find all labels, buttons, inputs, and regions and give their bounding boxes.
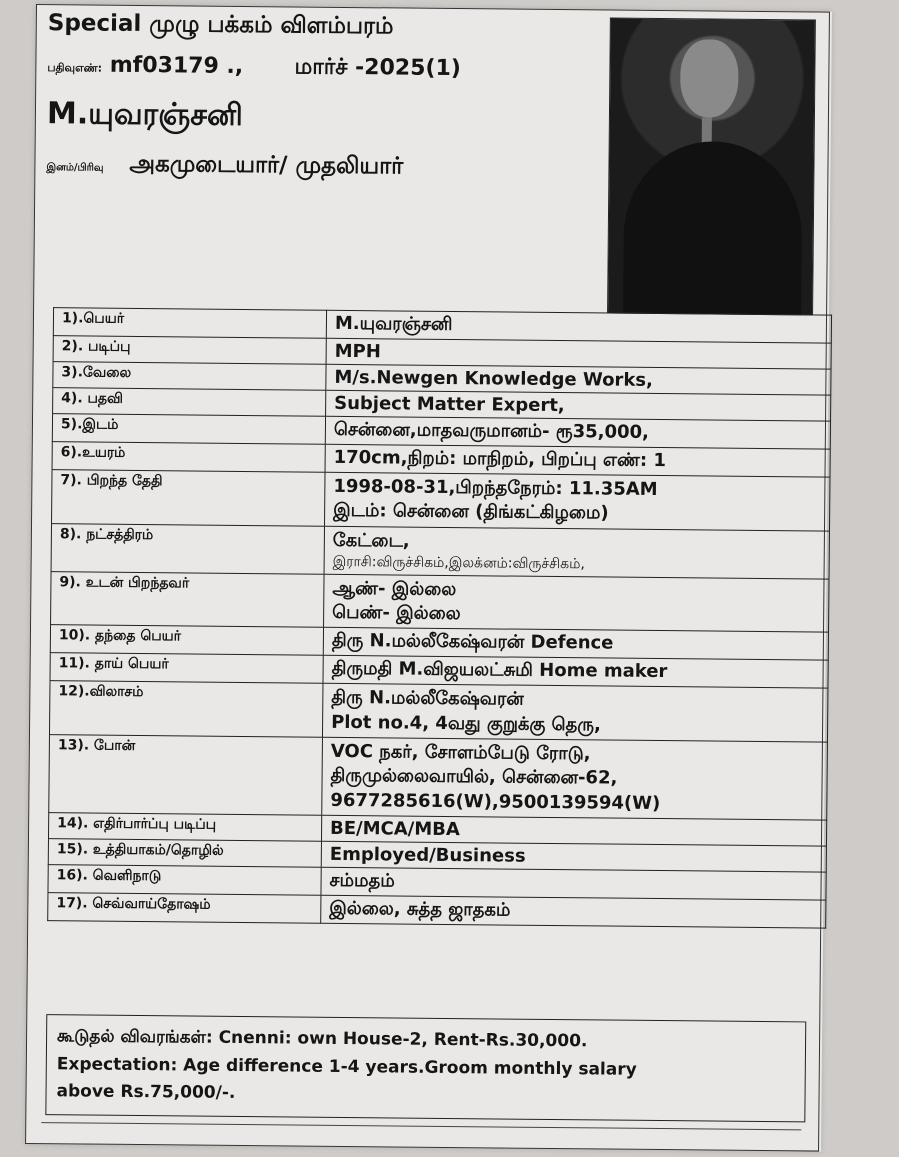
field-label: 5).இடம்	[52, 414, 325, 445]
table-row	[49, 681, 827, 742]
address-line-1: திரு N.மல்லீகேஷ்வரன்	[331, 687, 524, 711]
table-row	[51, 571, 829, 632]
field-value: BE/MCA/MBA	[321, 815, 826, 846]
additional-details	[45, 1014, 806, 1122]
field-label: 10). தந்தை பெயர்	[50, 625, 323, 656]
field-label: 3).வேலை	[53, 362, 326, 391]
header-section	[33, 4, 830, 312]
field-label: 11). தாய் பெயர்	[50, 653, 323, 684]
address-line-2: Plot no.4, 4வது குறுக்கு தெரு,	[331, 711, 601, 736]
field-value: Subject Matter Expert,	[326, 390, 831, 421]
field-label: 6).உயரம்	[52, 442, 325, 473]
phone-numbers: 9677285616(W),9500139594(W)	[330, 789, 661, 814]
field-value	[324, 526, 829, 579]
additional-details-line-1: கூடுதல் விவரங்கள்: Cnenni: own House-2, Rent-Rs.30,000.	[56, 1026, 588, 1052]
field-value: இல்லை, சுத்த ஜாதகம்	[321, 895, 826, 928]
field-label: 13). போன்	[49, 735, 323, 816]
registration-line	[47, 52, 461, 84]
additional-details-line-3: above Rs.75,000/-.	[56, 1081, 236, 1104]
ad-type: Special முழு பக்கம் விளம்பரம்	[47, 10, 394, 40]
field-label: 17). செவ்வாய்தோஷம்	[48, 893, 321, 924]
field-label: 7). பிறந்த தேதி	[52, 470, 326, 526]
caste-label: இனம்/பிரிவு	[46, 162, 104, 174]
field-label: 9). உடன் பிறந்தவர்	[51, 571, 325, 627]
caste-value: அகமுடையார்/ முதலியார்	[129, 150, 404, 180]
birth-date-time: 1998-08-31,பிறந்தநேரம்: 11.35AM	[333, 475, 658, 500]
field-label: 8). நட்சத்திரம்	[51, 523, 324, 574]
details-table	[47, 307, 832, 928]
table-row	[49, 735, 828, 820]
address-line-4: திருமுல்லைவாயில், சென்னை-62,	[330, 765, 618, 789]
reg-month-year: மார்ச் -2025(1)	[294, 54, 461, 82]
field-label: 16). வெளிநாடு	[48, 865, 321, 896]
matrimony-ad-sheet	[25, 4, 832, 1152]
address-line-3: VOC நகர், சோளம்பேடு ரோடு,	[330, 740, 591, 765]
star-value: கேட்டை,	[332, 529, 410, 552]
field-label: 4). பதவி	[53, 388, 326, 417]
photo-shoulders	[623, 141, 803, 316]
photo-face	[680, 39, 739, 118]
candidate-name: M.யுவரஞ்சனி	[46, 96, 244, 133]
table-row	[51, 523, 829, 579]
field-label: 1).பெயர்	[53, 308, 326, 339]
field-value: சம்மதம்	[321, 867, 826, 900]
rasi-lagnam-value: இராசி:விருச்சிகம்,இலக்னம்:விருச்சிகம்,	[332, 553, 585, 573]
birth-place-day: இடம்: சென்னை (திங்கட்கிழமை)	[333, 500, 609, 524]
field-value: M.யுவரஞ்சனி	[326, 310, 831, 343]
additional-details-line-2: Expectation: Age difference 1-4 years.Groom monthly salary	[56, 1053, 637, 1080]
field-value	[324, 574, 829, 632]
field-label: 12).விலாசம்	[49, 681, 323, 737]
field-value: M/s.Newgen Knowledge Works,	[326, 364, 831, 395]
field-value: MPH	[326, 338, 831, 369]
candidate-photo	[607, 18, 816, 316]
field-value: 170cm,நிறம்: மாநிறம், பிறப்பு எண்: 1	[325, 444, 830, 477]
field-value	[322, 684, 827, 742]
field-value: திருமதி M.விஜயலட்சுமி Home maker	[323, 656, 828, 689]
field-value: சென்னை,மாதவருமானம்- ரூ35,000,	[325, 416, 830, 449]
field-value	[322, 737, 828, 820]
sisters-value: பெண்- இல்லை	[332, 601, 461, 625]
table-row	[52, 470, 830, 531]
field-label: 2). படிப்பு	[53, 336, 326, 365]
field-value: Employed/Business	[321, 841, 826, 872]
field-value: திரு N.மல்லீகேஷ்வரன் Defence	[323, 628, 828, 661]
field-label: 15). உத்தியாகம்/தொழில்	[48, 839, 321, 868]
field-label: 14). எதிர்பார்ப்பு படிப்பு	[48, 813, 321, 842]
reg-number: mf03179 .,	[109, 52, 244, 79]
brothers-value: ஆண்- இல்லை	[332, 577, 457, 600]
field-value	[325, 472, 830, 530]
caste-line	[46, 150, 403, 182]
reg-label: பதிவுஎண்:	[47, 61, 103, 75]
